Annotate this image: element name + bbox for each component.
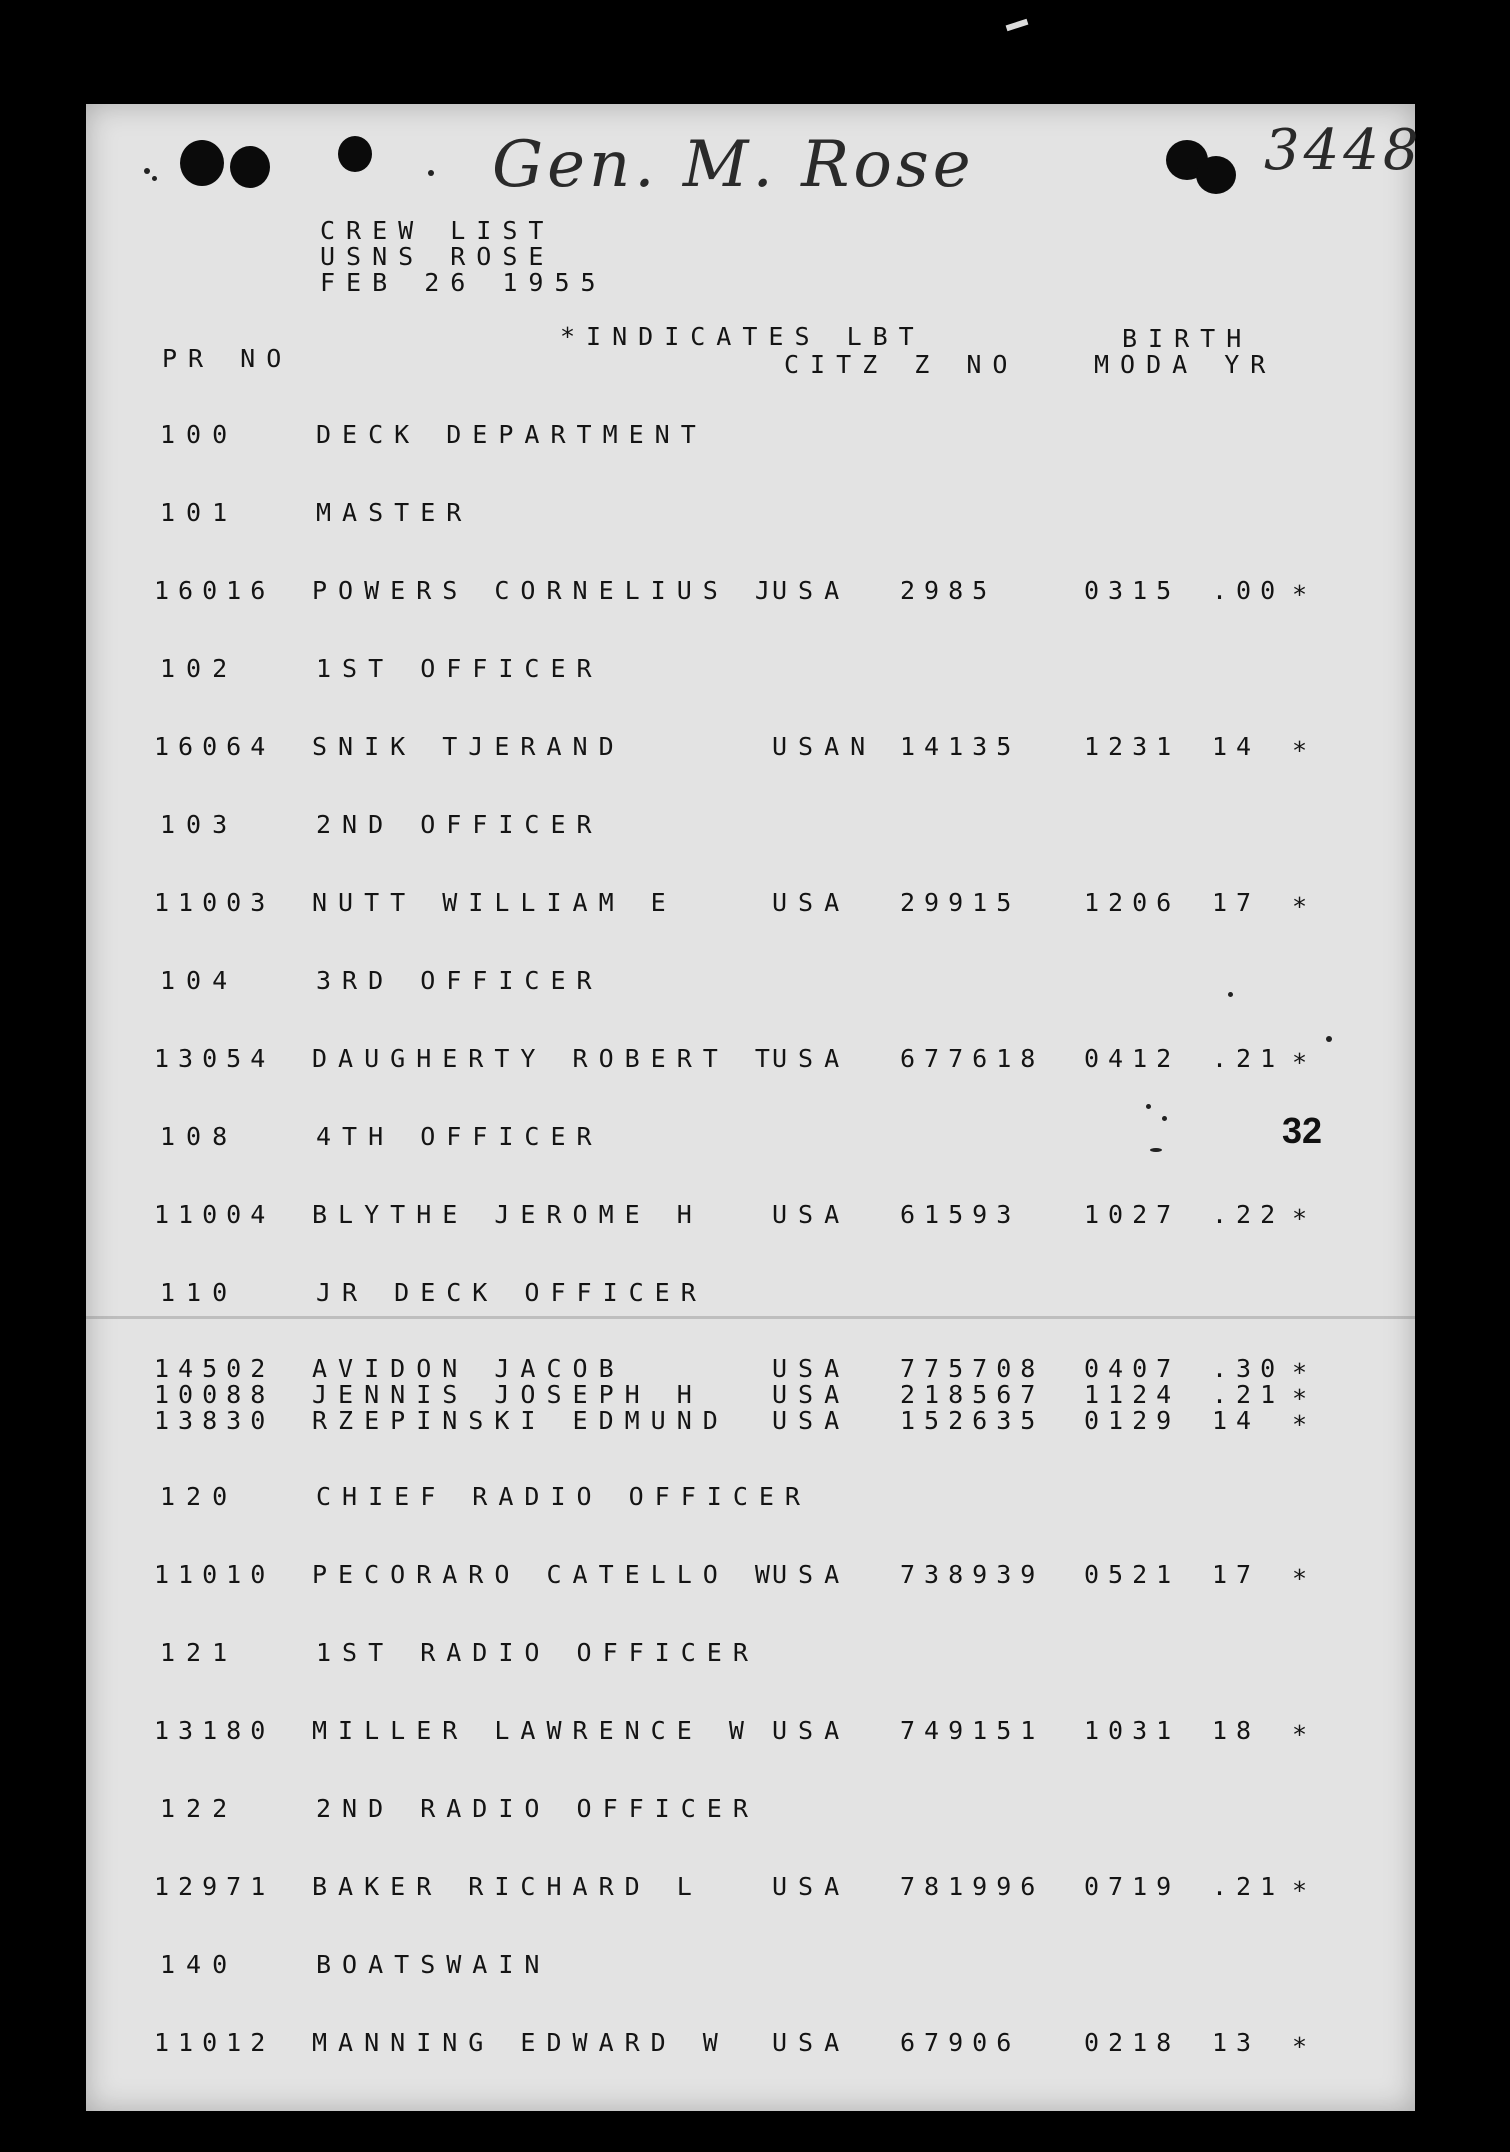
- crew-z-number: 61593: [900, 1200, 1021, 1229]
- crew-birth-moda: 0521: [1084, 1560, 1181, 1589]
- header-ship-name: USNS ROSE: [320, 242, 555, 271]
- section-code: 103: [160, 810, 239, 839]
- crew-citizenship: USA: [772, 1044, 851, 1073]
- crew-birth-year: 14: [1212, 732, 1261, 761]
- crew-birth-moda: 0129: [1084, 1406, 1181, 1435]
- crew-birth-moda: 0719: [1084, 1872, 1181, 1901]
- crew-birth-moda: 1206: [1084, 888, 1181, 917]
- crew-birth-year: .21: [1212, 1872, 1285, 1901]
- lbt-marker: *: [1292, 1358, 1319, 1387]
- crew-name: BAKER RICHARD L: [312, 1872, 703, 1901]
- legend-lbt: *INDICATES LBT: [560, 322, 925, 351]
- stamped-number: 32: [1282, 1110, 1323, 1151]
- column-header-pr-no: PR NO: [162, 344, 293, 373]
- section-code: 108: [160, 1122, 239, 1151]
- crew-birth-moda: 1027: [1084, 1200, 1181, 1229]
- section-code: 100: [160, 420, 239, 449]
- section-code: 110: [160, 1278, 239, 1307]
- crew-birth-year: .22: [1212, 1200, 1285, 1229]
- crew-pr-number: 11004: [154, 1200, 275, 1229]
- crew-birth-moda: 0315: [1084, 576, 1181, 605]
- crew-name: MANNING EDWARD W: [312, 2028, 729, 2057]
- crew-citizenship: USA: [772, 1200, 851, 1229]
- crew-birth-year: 17: [1212, 1560, 1261, 1589]
- crew-pr-number: 13054: [154, 1044, 275, 1073]
- crew-name: NUTT WILLIAM E: [312, 888, 677, 917]
- ink-blot: [1196, 156, 1236, 194]
- lbt-marker: *: [1292, 1876, 1319, 1905]
- section-code: 120: [160, 1482, 239, 1511]
- section-code: 102: [160, 654, 239, 683]
- crew-z-number: 2985: [900, 576, 997, 605]
- ink-blot: [230, 146, 270, 188]
- crew-citizenship: USA: [772, 1716, 851, 1745]
- ink-speck: [1326, 1036, 1332, 1042]
- crew-z-number: 67906: [900, 2028, 1021, 2057]
- page-fold-line: [86, 1316, 1415, 1319]
- crew-name: RZEPINSKI EDMUND: [312, 1406, 729, 1435]
- crew-citizenship: USAN: [772, 732, 877, 761]
- crew-birth-moda: 0218: [1084, 2028, 1181, 2057]
- section-title: 2ND OFFICER: [316, 810, 603, 839]
- crew-name: SNIK TJERAND: [312, 732, 625, 761]
- ink-speck: [1162, 1116, 1167, 1121]
- crew-birth-moda: 1124: [1084, 1380, 1181, 1409]
- crew-z-number: 781996: [900, 1872, 1045, 1901]
- section-title: JR DECK OFFICER: [316, 1278, 707, 1307]
- section-title: 1ST RADIO OFFICER: [316, 1638, 759, 1667]
- column-header-moda-yr: MODA YR: [1094, 350, 1277, 379]
- crew-z-number: 775708: [900, 1354, 1045, 1383]
- crew-birth-moda: 0412: [1084, 1044, 1181, 1073]
- lbt-marker: *: [1292, 1564, 1319, 1593]
- crew-pr-number: 16016: [154, 576, 275, 605]
- lbt-marker: *: [1292, 1410, 1319, 1439]
- crew-citizenship: USA: [772, 1354, 851, 1383]
- crew-name: PECORARO CATELLO W: [312, 1560, 781, 1589]
- column-header-birth: BIRTH: [1122, 324, 1253, 353]
- section-code: 104: [160, 966, 239, 995]
- crew-citizenship: USA: [772, 1872, 851, 1901]
- crew-pr-number: 10088: [154, 1380, 275, 1409]
- crew-citizenship: USA: [772, 576, 851, 605]
- crew-birth-year: 13: [1212, 2028, 1261, 2057]
- crew-z-number: 749151: [900, 1716, 1045, 1745]
- ink-speck: [1150, 1148, 1162, 1152]
- crew-birth-year: .21: [1212, 1044, 1285, 1073]
- lbt-marker: *: [1292, 2032, 1319, 2061]
- section-title: 2ND RADIO OFFICER: [316, 1794, 759, 1823]
- section-code: 122: [160, 1794, 239, 1823]
- crew-name: DAUGHERTY ROBERT T: [312, 1044, 781, 1073]
- section-title: BOATSWAIN: [316, 1950, 551, 1979]
- crew-birth-year: 17: [1212, 888, 1261, 917]
- ink-blot: [338, 136, 372, 172]
- crew-z-number: 218567: [900, 1380, 1045, 1409]
- crew-birth-year: 14: [1212, 1406, 1261, 1435]
- column-header-citz-z-no: CITZ Z NO: [784, 350, 1019, 379]
- crew-birth-moda: 1231: [1084, 732, 1181, 761]
- lbt-marker: *: [1292, 736, 1319, 765]
- section-title: CHIEF RADIO OFFICER: [316, 1482, 811, 1511]
- section-title: 4TH OFFICER: [316, 1122, 603, 1151]
- lbt-marker: *: [1292, 1720, 1319, 1749]
- lbt-marker: *: [1292, 1048, 1319, 1077]
- crew-pr-number: 11003: [154, 888, 275, 917]
- crew-z-number: 738939: [900, 1560, 1045, 1589]
- ink-speck: [1146, 1104, 1151, 1109]
- crew-z-number: 14135: [900, 732, 1021, 761]
- crew-birth-year: .30: [1212, 1354, 1285, 1383]
- crew-name: JENNIS JOSEPH H: [312, 1380, 703, 1409]
- section-title: MASTER: [316, 498, 473, 527]
- crew-name: BLYTHE JEROME H: [312, 1200, 703, 1229]
- ink-speck: [428, 170, 434, 176]
- ink-speck: [144, 168, 150, 174]
- lbt-marker: *: [1292, 580, 1319, 609]
- section-code: 140: [160, 1950, 239, 1979]
- crew-birth-year: 18: [1212, 1716, 1261, 1745]
- crew-name: POWERS CORNELIUS J: [312, 576, 781, 605]
- header-crew-list: CREW LIST: [320, 216, 555, 245]
- crew-citizenship: USA: [772, 888, 851, 917]
- lbt-marker: *: [1292, 1204, 1319, 1233]
- crew-pr-number: 11010: [154, 1560, 275, 1589]
- crew-pr-number: 11012: [154, 2028, 275, 2057]
- crew-z-number: 677618: [900, 1044, 1045, 1073]
- section-title: 3RD OFFICER: [316, 966, 603, 995]
- section-code: 121: [160, 1638, 239, 1667]
- ink-speck: [152, 176, 157, 181]
- ink-speck: [1228, 992, 1233, 997]
- crew-pr-number: 13180: [154, 1716, 275, 1745]
- section-title: DECK DEPARTMENT: [316, 420, 707, 449]
- speck: [1006, 19, 1029, 32]
- crew-birth-moda: 0407: [1084, 1354, 1181, 1383]
- lbt-marker: *: [1292, 892, 1319, 921]
- crew-birth-year: .21: [1212, 1380, 1285, 1409]
- crew-birth-moda: 1031: [1084, 1716, 1181, 1745]
- ink-blot: [180, 140, 224, 186]
- crew-citizenship: USA: [772, 1406, 851, 1435]
- handwritten-title: Gen. M. Rose: [492, 128, 975, 202]
- header-date: FEB 26 1955: [320, 268, 607, 297]
- lbt-marker: *: [1292, 1384, 1319, 1413]
- crew-name: AVIDON JACOB: [312, 1354, 625, 1383]
- crew-pr-number: 13830: [154, 1406, 275, 1435]
- crew-citizenship: USA: [772, 1380, 851, 1409]
- handwritten-page-number: 3448: [1264, 118, 1423, 183]
- crew-citizenship: USA: [772, 2028, 851, 2057]
- crew-pr-number: 12971: [154, 1872, 275, 1901]
- crew-birth-year: .00: [1212, 576, 1285, 605]
- crew-citizenship: USA: [772, 1560, 851, 1589]
- crew-pr-number: 14502: [154, 1354, 275, 1383]
- crew-z-number: 152635: [900, 1406, 1045, 1435]
- crew-z-number: 29915: [900, 888, 1021, 917]
- section-title: 1ST OFFICER: [316, 654, 603, 683]
- section-code: 101: [160, 498, 239, 527]
- crew-name: MILLER LAWRENCE W: [312, 1716, 755, 1745]
- crew-pr-number: 16064: [154, 732, 275, 761]
